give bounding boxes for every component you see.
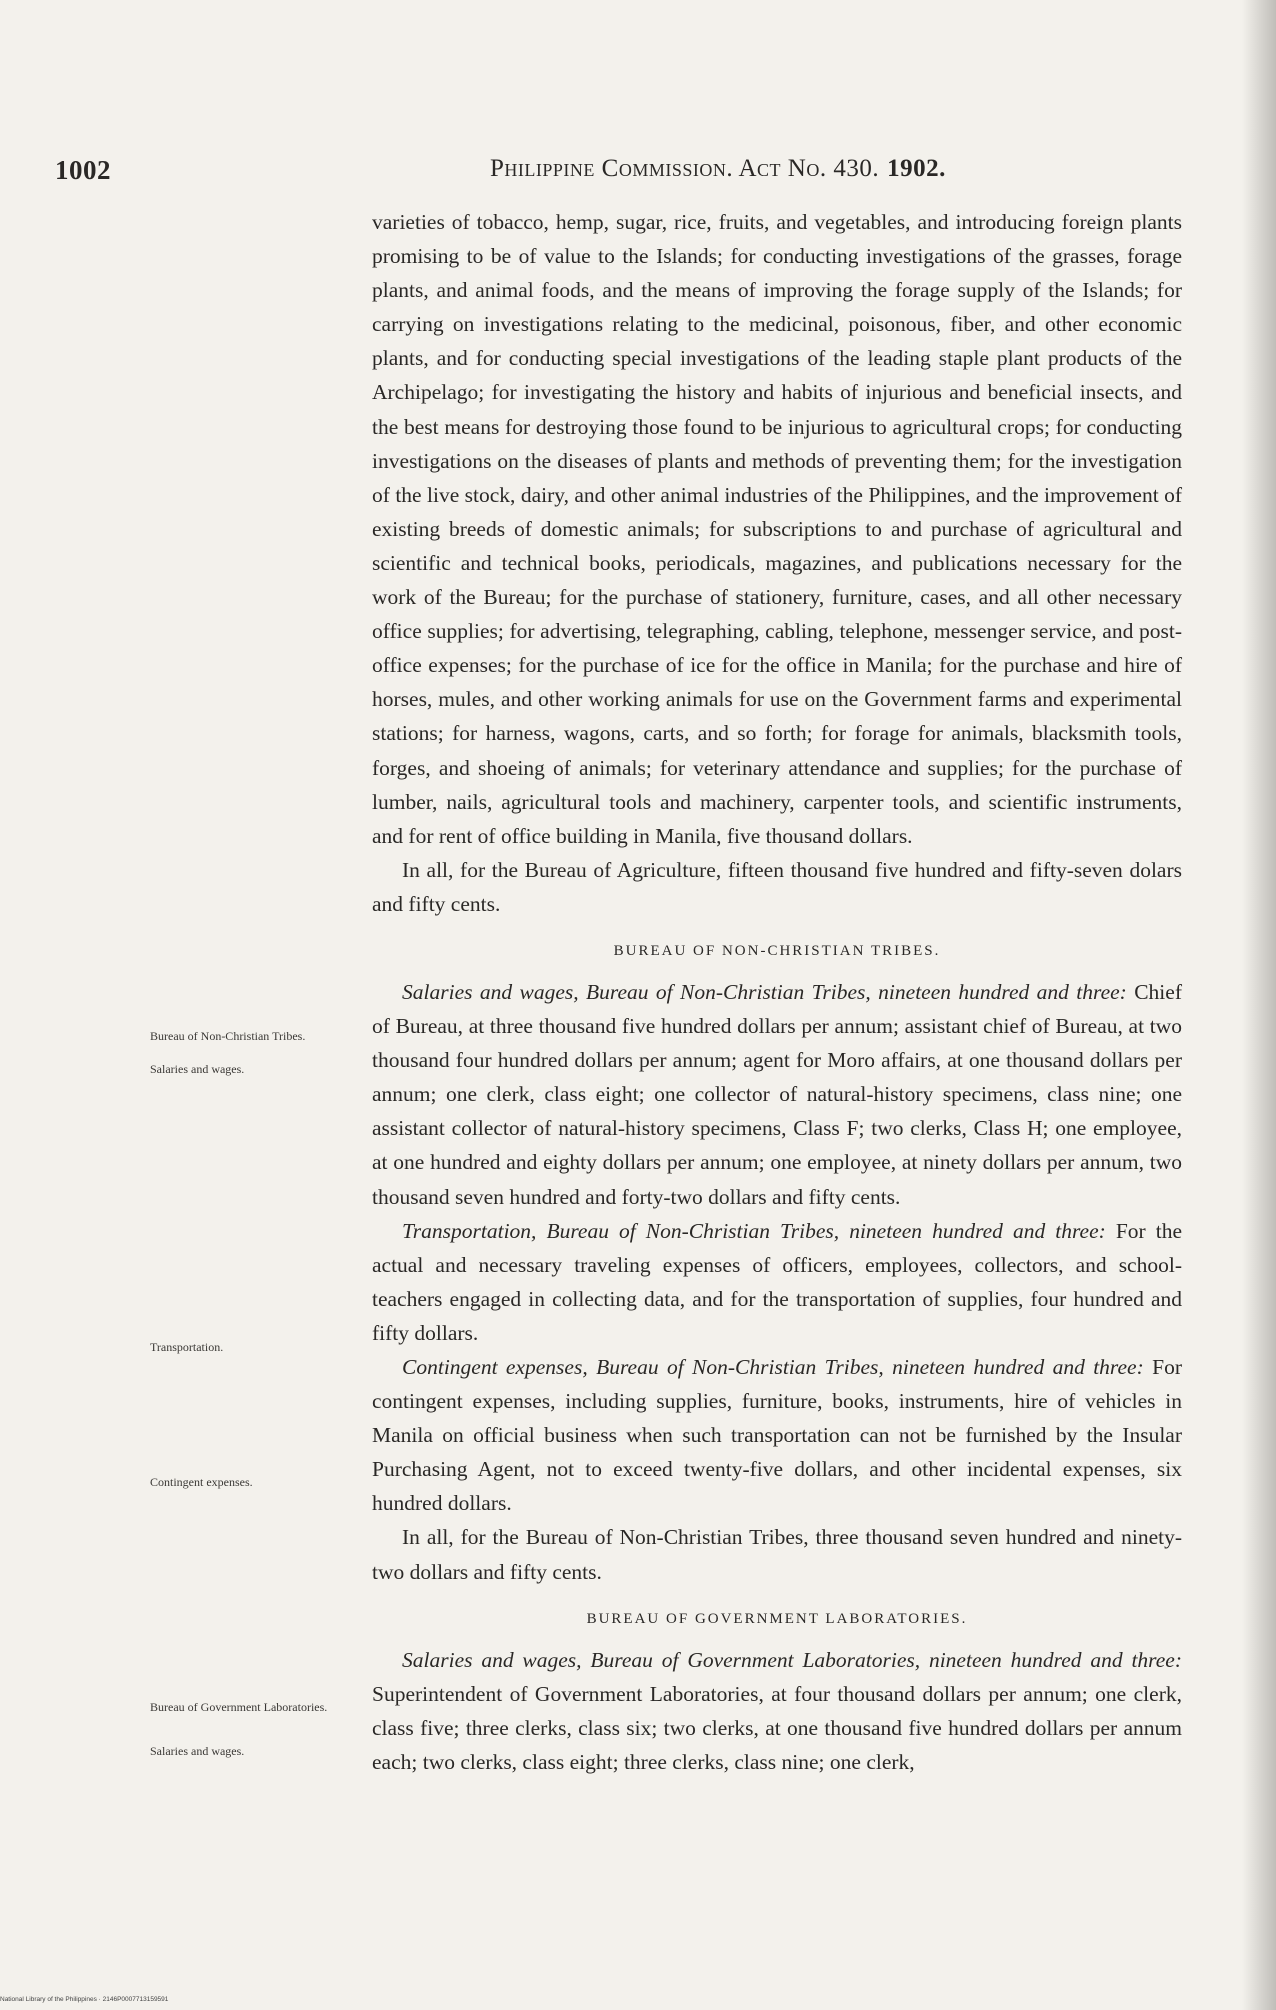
nct-contingent-lead: Contingent expenses, Bureau of Non-Christian Tribes, nineteen hundred and three: <box>402 1355 1144 1379</box>
margin-note-nct-contingent: Contingent expenses. <box>150 1475 253 1489</box>
nct-salaries-text: Chief of Bureau, at three thousand five hundred dollars per annum; assistant chief of Bureau, at two thousand four hundred dollars per annum; agent for Moro affairs, at one thousand dollars per annum; one clerk, class eight; one collector of natural-history specimens, class nine; one assistant collector of natural-history specimens, Class F; two clerks, Class H; one employee, at one hundred and eighty dollars per annum; one employee, at ninety dollars per annum, two thousand seven hundred and forty-two dollars and fifty cents. <box>372 979 1182 1209</box>
margin-note-gl-salaries: Salaries and wages. <box>150 1744 245 1758</box>
nct-salaries-paragraph <box>372 975 1182 1214</box>
page-number: 1002 <box>55 155 111 185</box>
running-head <box>490 155 946 183</box>
margin-note-gl-bureau: Bureau of Government Laboratories. <box>150 1700 328 1714</box>
nct-contingent-paragraph <box>372 1350 1182 1520</box>
nct-contingent-text: For contingent expenses, including supplies, furniture, books, instruments, hire of vehicles in Manila on official business when such transportation can not be furnished by the Insular Purchasing Agent, not to exceed twenty-five dollars, and other incidental expenses, six hundred dollars. <box>372 1355 1182 1516</box>
gl-salaries-lead: Salaries and wages, Bureau of Government Laboratories, nineteen hundred and three: <box>402 1647 1182 1672</box>
scan-edge-shadow <box>1242 0 1276 2010</box>
margin-note-nct-salaries: Salaries and wages. <box>150 1062 245 1076</box>
nct-transportation-text: For the actual and necessary traveling expenses of officers, employees, collectors, and school-teachers engaged in collecting data, and for the transportation of supplies, four hundred and fifty dollars. <box>372 1218 1183 1345</box>
nct-transportation-lead: Transportation, Bureau of Non-Christian Tribes, nineteen hundred and three: <box>402 1218 1106 1243</box>
scan-footer-tag: National Library of the Philippines · 2146P0007713159591 <box>0 1996 169 2003</box>
nct-total-paragraph: In all, for the Bureau of Non-Christian Tribes, three thousand seven hundred and ninety-two dollars and fifty cents. <box>372 1525 1182 1584</box>
nct-salaries-lead: Salaries and wages, Bureau of Non-Christian Tribes, nineteen hundred and three: <box>402 979 1127 1004</box>
margin-note-nct-bureau: Bureau of Non-Christian Tribes. <box>150 1029 306 1043</box>
section-heading-non-christian-tribes: BUREAU OF NON-CHRISTIAN TRIBES. <box>613 942 941 959</box>
running-head-title: Philippine Commission. Act No. 430. <box>490 155 880 182</box>
nct-transportation-paragraph <box>372 1214 1182 1350</box>
section-heading-government-laboratories: BUREAU OF GOVERNMENT LABORATORIES. <box>586 1610 968 1627</box>
gl-salaries-paragraph <box>372 1643 1182 1779</box>
running-head-year: 1902. <box>887 155 946 182</box>
main-text <box>372 205 1182 1779</box>
agriculture-continuation-paragraph: varieties of tobacco, hemp, sugar, rice, fruits, and vegetables, and introducing foreign plants promising to be of value to the Islands; for conducting investigations of the grasses, forage plants, and animal foods, and the means of improving the forage supply of the Islands; for carrying on investigations relating to the medicinal, poisonous, fiber, and other economic plants, and for conducting special investigations of the leading staple plant products of the Archipelago; for investigating the history and habits of injurious and beneficial insects, and the best means for destroying those found to be injurious to agricultural crops; for conducting investigations on the diseases of plants and methods of preventing them; for the investigation of the live stock, dairy, and other animal industries of the Philippines, and the improvement of existing breeds of domestic animals; for subscriptions to and purchase of agricultural and scientific and technical books, periodicals, magazines, and publications necessary for the work of the Bureau; for the purchase of stationery, furniture, cases, and all other necessary office supplies; for advertising, telegraphing, cabling, telephone, messenger service, and post-office expenses; for the purchase of ice for the office in Manila; for the purchase and hire of horses, mules, and other working animals for use on the Government farms and experimental stations; for harness, wagons, carts, and so forth; for forage for animals, blacksmith tools, forges, and shoeing of animals; for veterinary attendance and supplies; for the purchase of lumber, nails, agricultural tools and machinery, carpenter tools, and scientific instruments, and for rent of office building in Manila, five thousand dollars. <box>372 210 1182 848</box>
gl-salaries-text: Superintendent of Government Laboratories, at four thousand dollars per annum; one clerk, class five; three clerks, class six; two clerks, at one thousand five hundred dollars per annum each; two clerks, class eight; three clerks, class nine; one clerk, <box>372 1681 1182 1774</box>
agriculture-total-paragraph: In all, for the Bureau of Agriculture, fifteen thousand five hundred and fifty-seven dolars and fifty cents. <box>372 857 1182 916</box>
margin-note-nct-transportation: Transportation. <box>150 1340 224 1354</box>
